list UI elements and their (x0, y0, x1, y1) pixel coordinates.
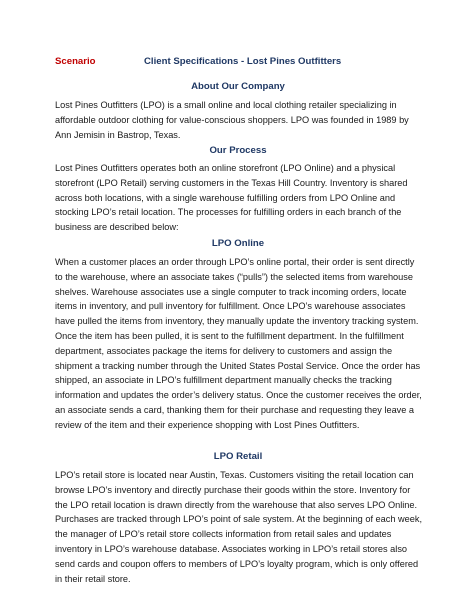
section-heading-online: LPO Online (211, 238, 265, 249)
section-heading-retail: LPO Retail (213, 451, 263, 462)
section-body-online: When a customer places an order through LPO’s online portal, their order is sent directly to the warehouse, where an associate takes (“pulls”) the selected items from warehouse shelves. Warehouse associates use a single computer to track incoming orders, locate items in inventory, and pull inventory for fulfillment. Once LPO’s warehouse associates have pulled the items from inventory, they manually update the inventory tracking system. Once the item has been pulled, it is sent to the fulfillment department. In the fulfillment department, associates package the items for delivery to customers and assign the shipment a tracking number through the United States Postal Service. Once the order has shipped, an associate in LPO’s fulfillment department manually checks the tracking information and updates the order’s delivery status. Once the customer receives the order, an associate sends a card, thanking them for their purchase and requesting they leave a review of the item and their experience shopping with Lost Pines Outfitters. (55, 257, 422, 430)
scenario-label: Scenario (55, 56, 96, 67)
document-header (55, 55, 435, 69)
section-body-retail: LPO’s retail store is located near Austin, Texas. Customers visiting the retail location can browse LPO’s inventory and directly purchase their goods within the store. Inventory for the LPO retail location is drawn directly from the warehouse that also serves LPO Online. Purchases are tracked through LPO’s point of sale system. At the beginning of each week, the manager of LPO’s retail store collects information from retail sales and updates inventory in LPO’s warehouse database. Associates working in LPO’s retail stores also send cards and coupon offers to members of LPO’s loyalty program, which is only offered in their retail store. (55, 470, 423, 584)
section-body-about: Lost Pines Outfitters (LPO) is a small online and local clothing retailer specializing in affordable outdoor clothing for value-conscious shoppers. LPO was founded in 1989 by Ann Jemisin in Bastrop, Texas. (55, 100, 409, 140)
section-body-process: Lost Pines Outfitters operates both an online storefront (LPO Online) and a physical storefront (LPO Retail) serving customers in the Texas Hill Country. Inventory is shared across both locations, with a single warehouse fulfilling orders from LPO Online and stocking LPO’s retail location. The processes for fulfilling orders in each branch of the business are described below: (55, 163, 408, 233)
section-heading-process: Our Process (209, 145, 267, 156)
document-title: Client Specifications - Lost Pines Outfitters (144, 56, 342, 67)
section-heading-about: About Our Company (191, 81, 285, 92)
